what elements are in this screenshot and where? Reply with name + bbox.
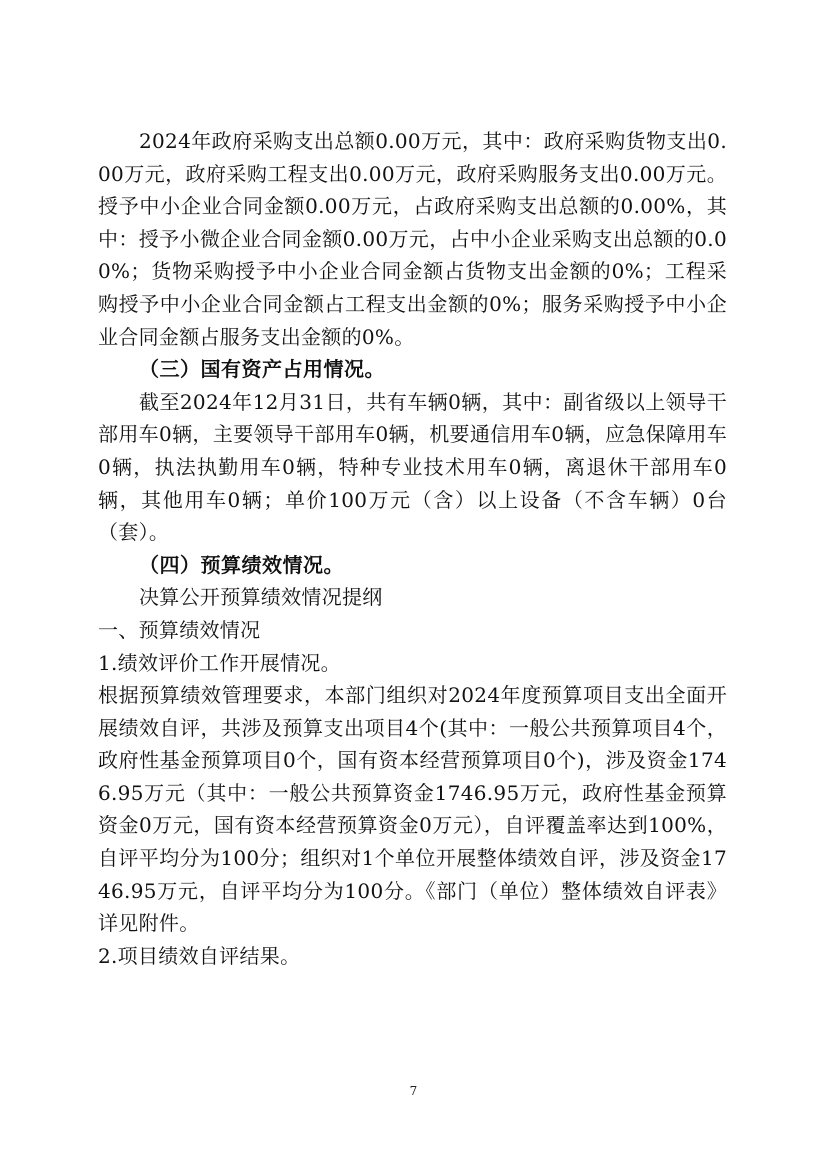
vehicles-paragraph: 截至2024年12月31日，共有车辆0辆，其中：副省级以上领导干部用车0辆，主要领导干部用车0辆，机要通信用车0辆，应急保障用车0辆，执法执勤用车0辆，特种专业技术用车0辆，离退休干部用车0辆，其他用车0辆；单价100万元（含）以上设备（不含车辆）0台（套）。 (98, 389, 727, 545)
page-number: 7 (409, 1084, 418, 1098)
document-body (98, 125, 727, 972)
outline-item-one: 1.绩效评价工作开展情况。 (98, 650, 341, 675)
outline-item-two: 2.项目绩效自评结果。 (98, 943, 301, 968)
outline-section-one: 一、预算绩效情况 (98, 617, 261, 642)
outline-title: 决算公开预算绩效情况提纲 (139, 585, 383, 610)
section-heading-budget-performance: （四）预算绩效情况。 (139, 552, 344, 577)
evaluation-paragraph: 根据预算绩效管理要求，本部门组织对2024年度预算项目支出全面开展绩效自评，共涉及预算支出项目4个(其中：一般公共预算项目4个，政府性基金预算项目0个，国有资本经营预算项目0个)，涉及资金1746.95万元（其中：一般公共预算资金1746.95万元，政府性基金预算资金0万元，国有资本经营预算资金0万元），自评覆盖率达到100%，自评平均分为100分；组织对1个单位开展整体绩效自评，涉及资金1746.95万元，自评平均分为100分。《部门（单位）整体绩效自评表》详见附件。 (98, 683, 727, 936)
section-heading-state-assets: （三）国有资产占用情况。 (139, 357, 385, 382)
procurement-paragraph: 2024年政府采购支出总额0.00万元，其中：政府采购货物支出0.00万元，政府采购工程支出0.00万元，政府采购服务支出0.00万元。授予中小企业合同金额0.00万元，占政府采购支出总额的0.00%，其中：授予小微企业合同金额0.00万元，占中小企业采购支出总额的0.00%；货物采购授予中小企业合同金额占货物支出金额的0%；工程采购授予中小企业合同金额占工程支出金额的0%；服务采购授予中小企业合同金额占服务支出金额的0%。 (98, 129, 727, 349)
